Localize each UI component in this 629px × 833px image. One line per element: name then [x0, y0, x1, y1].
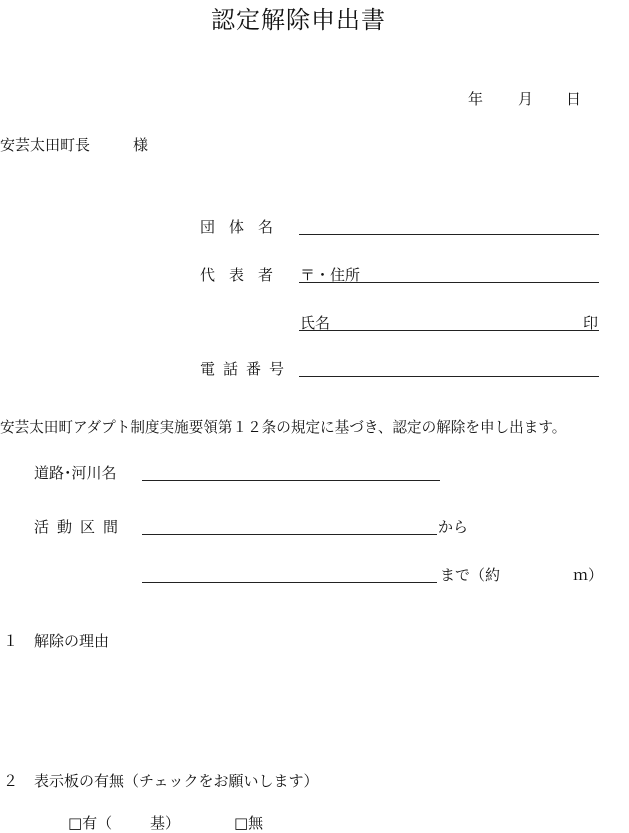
seal-mark: 印	[583, 314, 599, 332]
address-field[interactable]	[299, 282, 599, 283]
date-month: 月	[518, 90, 534, 108]
date-day: 日	[566, 90, 582, 108]
road-river-field[interactable]	[142, 480, 440, 481]
signboard-yes-checkbox[interactable]: □有（	[68, 814, 113, 832]
phone-field[interactable]	[299, 376, 599, 377]
activity-from-text: から	[438, 518, 469, 536]
activity-section-label: 活動区間	[34, 518, 127, 536]
name-field[interactable]	[299, 330, 599, 331]
signboard-no-checkbox[interactable]: □無	[234, 814, 264, 832]
section2-number: ２	[3, 772, 19, 790]
group-name-field[interactable]	[299, 234, 599, 235]
activity-from-field[interactable]	[142, 534, 437, 535]
group-name-label: 団体名	[200, 218, 288, 236]
addressee-name: 安芸太田町長	[0, 136, 91, 154]
road-river-label: 道路･河川名	[34, 464, 117, 482]
section1-label: 解除の理由	[34, 632, 110, 650]
representative-label: 代表者	[200, 266, 288, 284]
activity-to-field[interactable]	[142, 582, 437, 583]
signboard-count-unit: 基）	[150, 814, 181, 832]
addressee-honorific: 様	[133, 136, 149, 154]
section1-number: １	[3, 632, 19, 650]
name-label: 氏名	[300, 314, 331, 332]
phone-label: 電話番号	[200, 360, 293, 378]
activity-to-text: まで（約	[440, 566, 501, 584]
date-year: 年	[468, 90, 484, 108]
document-title: 認定解除申出書	[211, 6, 386, 34]
application-statement: 安芸太田町アダプト制度実施要領第１２条の規定に基づき、認定の解除を申し出ます。	[0, 419, 567, 436]
postal-address-label: 〒・住所	[300, 266, 361, 284]
section2-label: 表示板の有無（チェックをお願いします）	[34, 772, 319, 790]
activity-unit: ｍ）	[573, 566, 604, 584]
